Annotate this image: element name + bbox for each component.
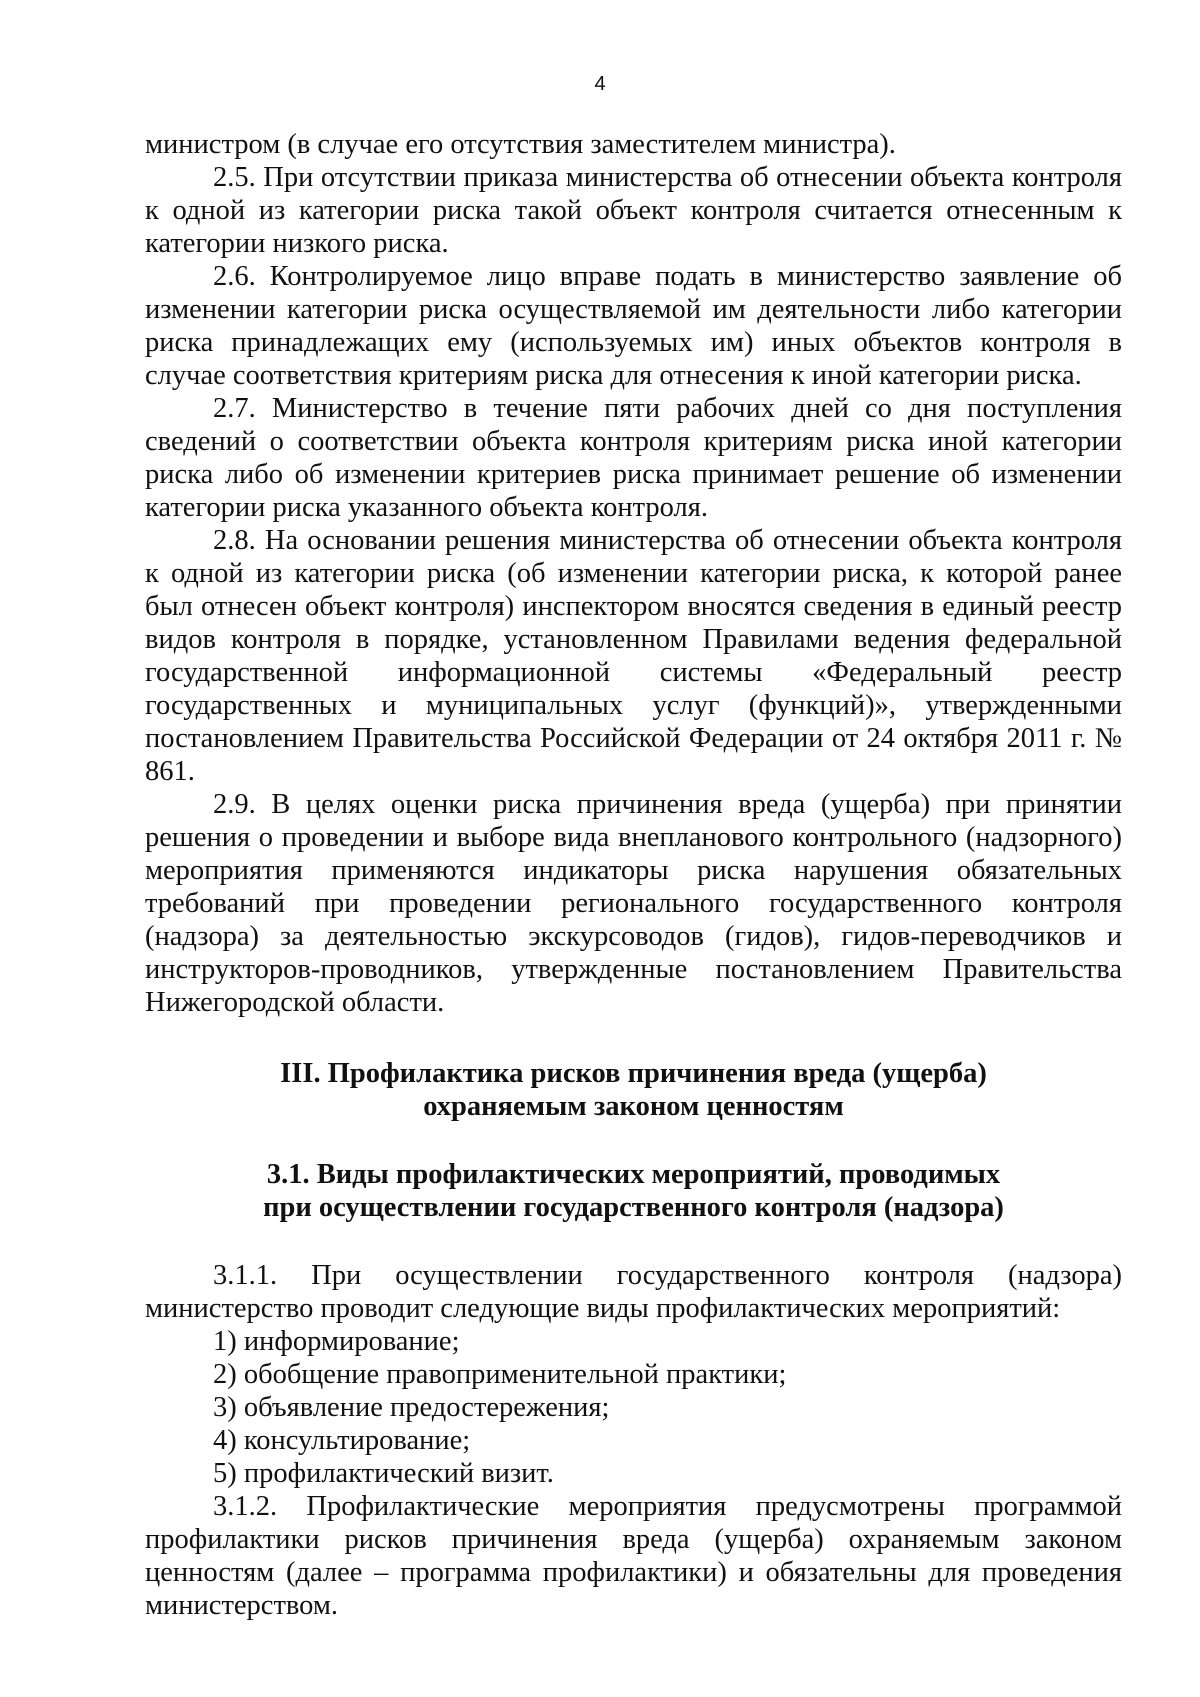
paragraph-2-5: 2.5. При отсутствии приказа министерства об отнесении объекта контроля к одной из категории риска такой объект контроля считается отнесенным к категории низкого риска. bbox=[145, 162, 1122, 259]
paragraph-2-7: 2.7. Министерство в течение пяти рабочих дней со дня поступления сведений о соответствии объекта контроля критериям риска иной категории риска либо об изменении критериев риска принимает решение об изменении категории риска указанного объекта контроля. bbox=[145, 393, 1122, 523]
list-item: 4) консультирование; bbox=[213, 1425, 471, 1456]
section-heading-line-2: охраняемым законом ценностям bbox=[423, 1091, 844, 1122]
top-paragraphs bbox=[145, 128, 1122, 1019]
list-item: 3) объявление предостережения; bbox=[213, 1392, 610, 1423]
prevention-measures-list bbox=[145, 1325, 1122, 1490]
document-body bbox=[145, 128, 1122, 1622]
subsection-heading bbox=[145, 1158, 1122, 1224]
section-heading bbox=[145, 1057, 1122, 1123]
subsection-heading-line-2: при осуществлении государственного контроля (надзора) bbox=[263, 1192, 1004, 1223]
paragraph-2-6: 2.6. Контролируемое лицо вправе подать в министерство заявление об изменении категории риска осуществляемой им деятельности либо категории риска принадлежащих ему (используемых им) иных объектов контроля в случае соответствия критериям риска для отнесения к иной категории риска. bbox=[145, 261, 1122, 391]
subsection-heading-line-1: 3.1. Виды профилактических мероприятий, проводимых bbox=[266, 1159, 1001, 1190]
section-heading-line-1: III. Профилактика рисков причинения вреда (ущерба) bbox=[280, 1058, 987, 1089]
paragraph-2-9: 2.9. В целях оценки риска причинения вреда (ущерба) при принятии решения о проведении и выборе вида внепланового контрольного (надзорного) мероприятия применяются индикаторы риска нарушения обязательных требований при проведении регионального государственного контроля (надзора) за деятельностью экскурсоводов (гидов), гидов-переводчиков и инструкторов-проводников, утвержденные постановлением Правительства Нижегородской области. bbox=[145, 789, 1122, 1018]
paragraph-2-8: 2.8. На основании решения министерства об отнесении объекта контроля к одной из категории риска (об изменении категории риска, к которой ранее был отнесен объект контроля) инспектором вносятся сведения в единый реестр видов контроля в порядке, установленном Правилами ведения федеральной государственной информационной системы «Федеральный реестр государственных и муниципальных услуг (функций)», утвержденными постановлением Правительства Российской Федерации от 24 октября 2011 г. № 861. bbox=[145, 525, 1122, 787]
paragraph-3-1-1: 3.1.1. При осуществлении государственного контроля (надзора) министерство проводит следующие виды профилактических мероприятий: bbox=[145, 1260, 1122, 1324]
paragraph-continuation: министром (в случае его отсутствия заместителем министра). bbox=[145, 129, 896, 160]
list-item: 1) информирование; bbox=[213, 1326, 460, 1357]
list-item: 2) обобщение правоприменительной практики; bbox=[213, 1359, 787, 1390]
paragraph-3-1-2: 3.1.2. Профилактические мероприятия предусмотрены программой профилактики рисков причинения вреда (ущерба) охраняемым законом ценностям (далее – программа профилактики) и обязательны для проведения министерством. bbox=[145, 1491, 1122, 1621]
page-number: 4 bbox=[594, 73, 606, 95]
list-item: 5) профилактический визит. bbox=[213, 1458, 554, 1489]
